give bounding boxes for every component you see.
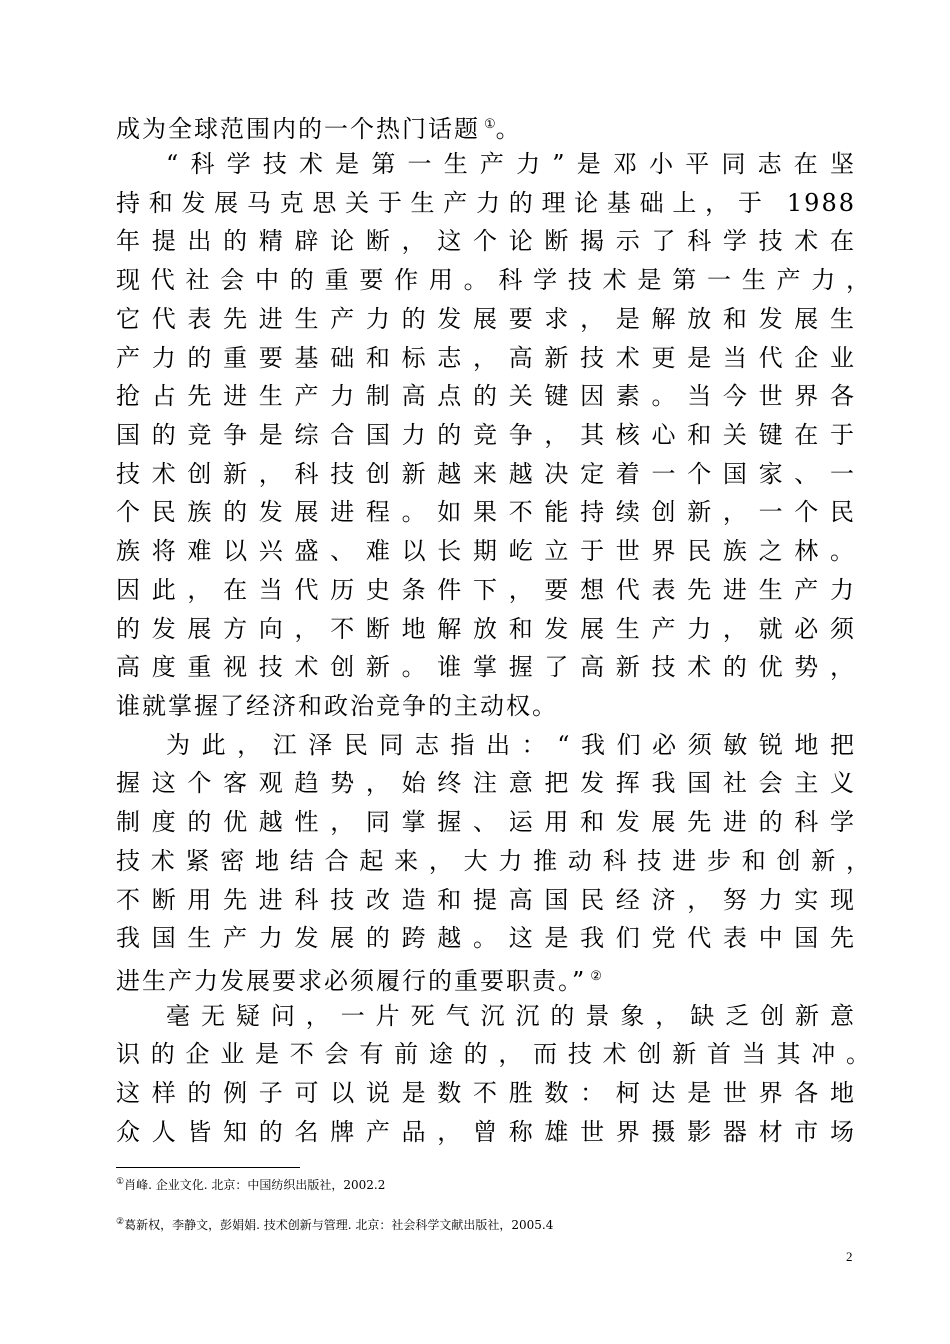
body-line: 技术创新，科技创新越来越决定着一个国家、一: [116, 460, 856, 488]
body-text: 进生产力发展要求必须履行的重要职责。”: [116, 967, 587, 995]
footnote-text: 肖峰. 企业文化. 北京：中国纺织出版社，2002.2: [124, 1178, 386, 1192]
body-line: 现代社会中的重要作用。科学技术是第一生产力，: [116, 266, 872, 294]
body-line: 国的竞争是综合国力的竞争，其核心和关键在于: [116, 421, 856, 449]
body-line: 握这个客观趋势，始终注意把发挥我国社会主义: [116, 769, 856, 797]
body-line: 它代表先进生产力的发展要求，是解放和发展生: [116, 305, 856, 333]
body-line: 不断用先进科技改造和提高国民经济，努力实现: [116, 886, 856, 914]
footnote-text: 葛新权，李静文，彭娟娟. 技术创新与管理. 北京：社会科学文献出版社，2005.4: [124, 1218, 554, 1232]
footnote: [116, 1174, 385, 1193]
footnote-ref[interactable]: ②: [590, 969, 602, 984]
body-line: 为此，江泽民同志指出：“我们必须敏锐地把: [166, 731, 856, 759]
body-line: 持和发展马克思关于生产力的理论基础上，于 1988: [116, 189, 856, 217]
body-line: 技术紧密地结合起来，大力推动科技进步和创新，: [116, 847, 872, 875]
body-line: 年提出的精辟论断，这个论断揭示了科学技术在: [116, 227, 856, 255]
body-line: 毫无疑问，一片死气沉沉的景象，缺乏创新意: [166, 1002, 856, 1030]
footnote: [116, 1214, 553, 1233]
body-line: 因此，在当代历史条件下，要想代表先进生产力: [116, 576, 856, 604]
body-text: 。: [495, 115, 522, 143]
body-line: 的发展方向，不断地解放和发展生产力，就必须: [116, 615, 856, 643]
body-line: 识的企业是不会有前途的，而技术创新首当其冲。: [116, 1040, 872, 1068]
body-line: 族将难以兴盛、难以长期屹立于世界民族之林。: [116, 537, 856, 565]
body-text: 成为全球范围内的一个热门话题: [116, 115, 480, 143]
body-line: 产力的重要基础和标志，高新技术更是当代企业: [116, 344, 856, 372]
footnote-mark: ①: [116, 1177, 125, 1187]
body-line: 个民族的发展进程。如果不能持续创新，一个民: [116, 498, 856, 526]
footnote-separator: [116, 1167, 300, 1168]
body-line: “科学技术是第一生产力”是邓小平同志在坚: [166, 150, 856, 178]
body-line: 抢占先进生产力制高点的关键因素。当今世界各: [116, 382, 856, 410]
footnote-ref[interactable]: ①: [484, 117, 496, 132]
body-line: 制度的优越性，同掌握、运用和发展先进的科学: [116, 808, 856, 836]
body-line: 这样的例子可以说是数不胜数：柯达是世界各地: [116, 1079, 856, 1107]
body-line: 我国生产力发展的跨越。这是我们党代表中国先: [116, 924, 856, 952]
page-number: 2: [846, 1249, 853, 1264]
body-line: 众人皆知的名牌产品，曾称雄世界摄影器材市场: [116, 1118, 856, 1146]
footnote-mark: ②: [116, 1217, 125, 1227]
body-line: 高度重视技术创新。谁掌握了高新技术的优势，: [116, 653, 856, 681]
body-line: [116, 958, 856, 996]
body-line: 谁就掌握了经济和政治竞争的主动权。: [116, 692, 558, 720]
body-line: [116, 106, 856, 144]
